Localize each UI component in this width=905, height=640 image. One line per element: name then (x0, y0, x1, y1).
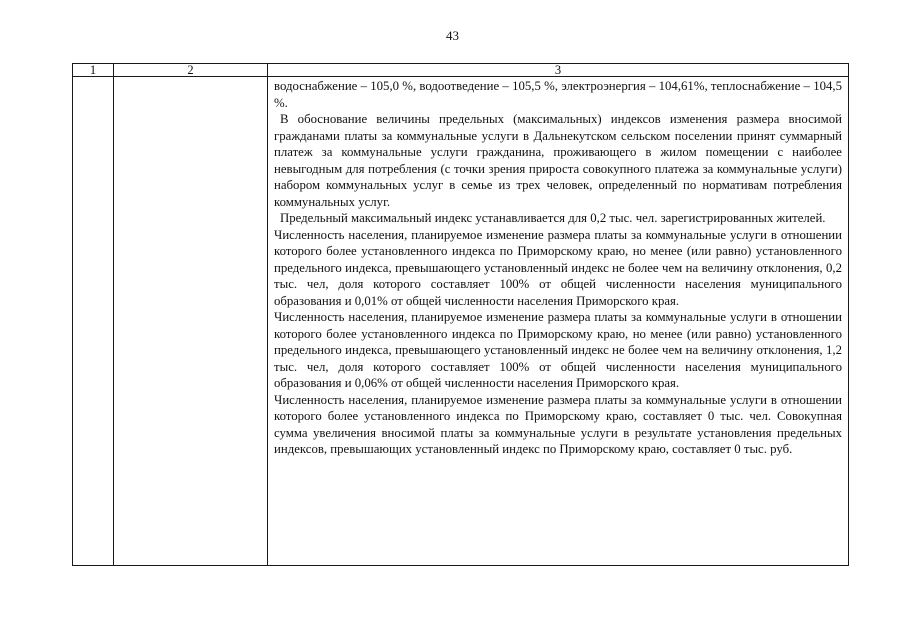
paragraph-justification: В обоснование величины предельных (максимальных) индексов изменения размера вносимой гражданами платы за коммунальные услуги в Дальнекутском сельском поселении принят суммарный платеж за коммунальные услуги гражданина, проживающего в жилом помещении с наиболее невыгодным для потребления (с точки зрения прироста совокупного платежа за коммунальные услуги) набором коммунальных услуг в семье из трех человек, определенный по нормативам потребления коммунальных услуг. (274, 112, 842, 209)
table-header-row (73, 64, 849, 77)
document-table (72, 63, 849, 566)
table-row (73, 77, 849, 566)
page-number: 43 (446, 28, 459, 43)
paragraph-population-1: Численность населения, планируемое изменение размера платы за коммунальные услуги в отношении которого более установленного индекса по Приморскому краю, но менее (или равно) установленного предельного индекса, превышающего установленный индекс не более чем на величину отклонения, 0,2 тыс. чел, доля которого составляет 100% от общей численности населения муниципального образования и 0,01% от общей численности населения Приморского края. (274, 227, 842, 308)
paragraph-population-2: Численность населения, планируемое изменение размера платы за коммунальные услуги в отношении которого более установленного индекса по Приморскому краю, но менее (или равно) установленного предельного индекса, превышающего установленный индекс не более чем на величину отклонения, 1,2 тыс. чел, доля которого составляет 100% от общей численности населения муниципального образования и 0,06% от общей численности населения Приморского края. (274, 310, 842, 390)
column-header-2: 2 (114, 64, 268, 77)
cell-text-block (268, 77, 848, 458)
table-cell-col2 (114, 77, 268, 566)
paragraph-population-3: Численность населения, планируемое изменение размера платы за коммунальные услуги в отношении которого более установленного индекса по Приморскому краю, составляет 0 тыс. чел. Совокупная сумма увеличения вносимой платы за коммунальные услуги в результате установления предельных индексов, превышающих установленный индекс по Приморскому краю, составляет 0 тыс. руб. (274, 392, 842, 456)
table-cell-col1 (73, 77, 114, 566)
paragraph-max-index: Предельный максимальный индекс устанавливается для 0,2 тыс. чел. зарегистрированных жителей. (280, 211, 826, 225)
paragraph-tariffs: водоснабжение – 105,0 %, водоотведение – 105,5 %, электроэнергия – 104,61%, теплоснабжение – 104,5 %. (274, 79, 842, 110)
column-header-3: 3 (268, 64, 849, 77)
column-header-1: 1 (73, 64, 114, 77)
table-cell-col3 (268, 77, 849, 566)
